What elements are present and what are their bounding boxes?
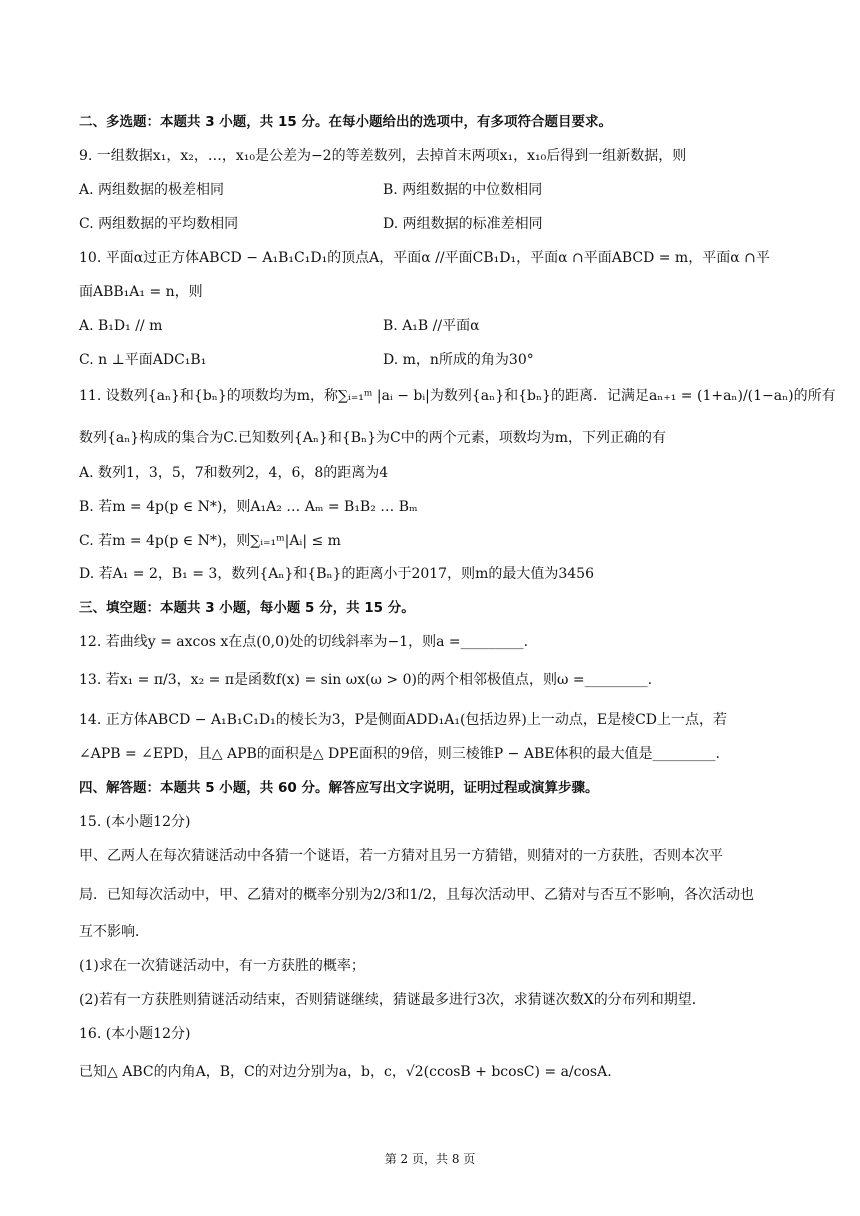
- question-9-option-a: A. 两组数据的极差相同: [79, 182, 225, 198]
- question-11-option-a: A. 数列1，3，5，7和数列2，4，6，8的距离为4: [79, 465, 389, 481]
- question-11-option-b: B. 若m = 4p(p ∈ N*)，则A₁A₂ … Aₘ = B₁B₂ … Bₘ: [79, 499, 418, 515]
- question-10-option-b: B. A₁B //平面α: [383, 318, 480, 334]
- question-11-stem-line2: 数列{aₙ}构成的集合为C.已知数列{Aₙ}和{Bₙ}为C中的两个元素，项数均为m，下列正确的有: [79, 430, 667, 446]
- section-header-fill-in: 三、填空题：本题共 3 小题，每小题 5 分，共 15 分。: [79, 600, 415, 616]
- question-11-stem-line1: 11. 设数列{aₙ}和{bₙ}的项数均为m，称∑ᵢ₌₁ᵐ |aᵢ − bᵢ|为数列{aₙ}和{bₙ}的距离．记满足aₙ₊₁ = (1+aₙ)/(1−aₙ)的所有: [79, 388, 836, 404]
- question-15-para-line3: 互不影响．: [79, 924, 149, 940]
- question-10-option-d: D. m，n所成的角为30°: [383, 352, 534, 368]
- question-16-para-line1: 已知△ ABC的内角A，B，C的对边分别为a，b，c，√2(ccosB + bcosC) = a/cosA.: [79, 1064, 612, 1080]
- question-15-para-line2: 局．已知每次活动中，甲、乙猜对的概率分别为2/3和1/2，且每次活动甲、乙猜对与否互不影响，各次活动也: [79, 887, 755, 903]
- question-10-stem-line1: 10. 平面α过正方体ABCD − A₁B₁C₁D₁的顶点A，平面α //平面CB₁D₁，平面α ∩平面ABCD = m，平面α ∩平: [79, 250, 770, 266]
- question-12: 12. 若曲线y = axcos x在点(0,0)处的切线斜率为−1，则a =_________.: [79, 634, 529, 650]
- section-header-solutions: 四、解答题：本题共 5 小题，共 60 分。解答应写出文字说明，证明过程或演算步骤。: [79, 780, 599, 796]
- section-header-multiple-choice: 二、多选题：本题共 3 小题，共 15 分。在每小题给出的选项中，有多项符合题目要求。: [79, 114, 612, 130]
- question-13: 13. 若x₁ = π/3，x₂ = π是函数f(x) = sin ωx(ω > 0)的两个相邻极值点，则ω =_________.: [79, 672, 653, 688]
- question-11-option-d: D. 若A₁ = 2，B₁ = 3，数列{Aₙ}和{Bₙ}的距离小于2017，则m的最大值为3456: [79, 566, 594, 582]
- question-14-line1: 14. 正方体ABCD − A₁B₁C₁D₁的棱长为3，P是侧面ADD₁A₁(包括边界)上一动点，E是棱CD上一点，若: [79, 712, 728, 728]
- question-15-subquestion-2: (2)若有一方获胜则猜谜活动结束，否则猜谜继续，猜谜最多进行3次，求猜谜次数X的分布列和期望．: [79, 992, 706, 1008]
- page-footer: 第 2 页，共 8 页: [384, 1152, 476, 1166]
- question-11-option-c: C. 若m = 4p(p ∈ N*)，则∑ᵢ₌₁ᵐ|Aᵢ| ≤ m: [79, 533, 341, 549]
- question-9-option-c: C. 两组数据的平均数相同: [79, 216, 239, 232]
- question-10-option-c: C. n ⊥平面ADC₁B₁: [79, 352, 207, 368]
- question-10-option-a: A. B₁D₁ // m: [79, 318, 163, 334]
- question-15-para-line1: 甲、乙两人在每次猜谜活动中各猜一个谜语，若一方猜对且另一方猜错，则猜对的一方获胜，否则本次平: [79, 848, 723, 864]
- question-15-subquestion-1: (1)求在一次猜谜活动中，有一方获胜的概率；: [79, 958, 365, 974]
- question-15-title: 15. (本小题12分): [79, 814, 191, 830]
- question-14-line2: ∠APB = ∠EPD，且△ APB的面积是△ DPE面积的9倍，则三棱锥P − ABE体积的最大值是_________.: [79, 746, 720, 762]
- question-9-stem: 9. 一组数据x₁，x₂，…，x₁₀是公差为−2的等差数列，去掉首末两项x₁，x₁₀后得到一组新数据，则: [79, 148, 687, 164]
- question-16-title: 16. (本小题12分): [79, 1026, 191, 1042]
- question-9-option-d: D. 两组数据的标准差相同: [383, 216, 543, 232]
- question-10-stem-line2: 面ABB₁A₁ = n，则: [79, 284, 203, 300]
- question-9-option-b: B. 两组数据的中位数相同: [383, 182, 543, 198]
